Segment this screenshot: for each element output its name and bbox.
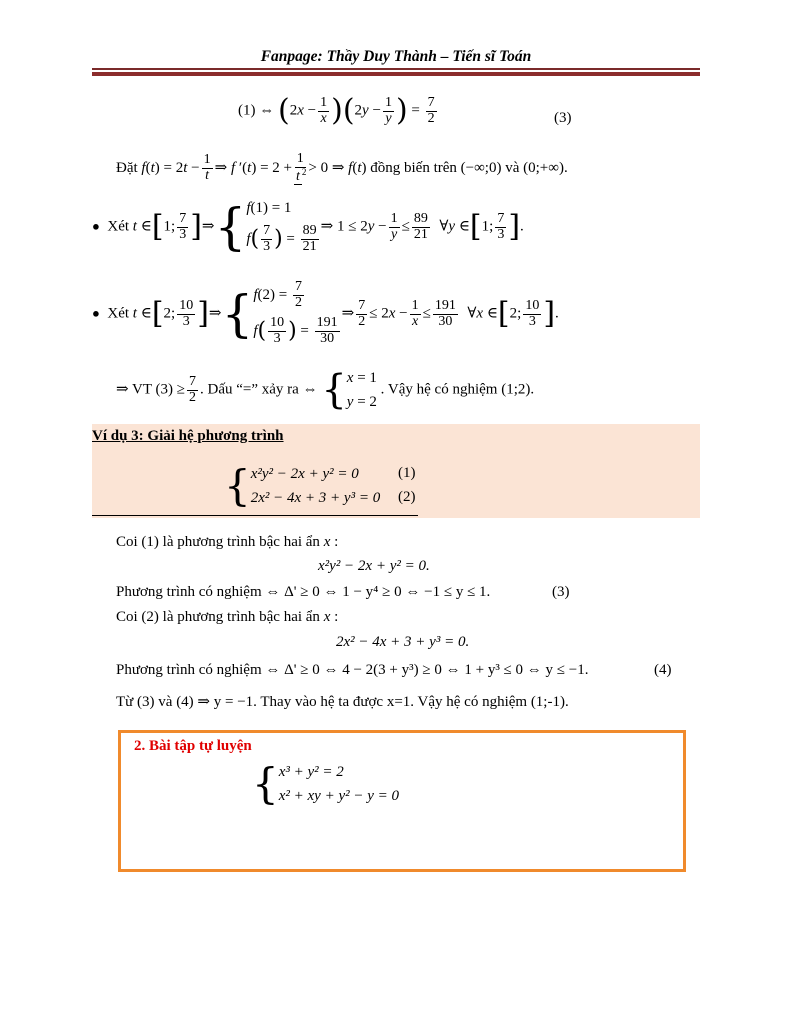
case-1: ● Xét t ∈[1; $\frac{7}{3}$ ]⇒{ f(1) = 1 f( $\frac{7}{3}$ ) = $\frac{89}{21}$ ⇒ 1 ≤ 2y − $\frac{1}{y}$ ≤ $\frac{89}{21}$ ∀y ∈[1; $\frac{7}{3}$ ]. <box>92 198 524 256</box>
conclusion-vt: ⇒ VT (3) ≥ <box>116 381 185 398</box>
solution-line-1-text: Coi (1) là phương trình bậc hai ẩn <box>116 534 320 550</box>
header-rule-thick <box>92 72 700 76</box>
ex3-eq2-tag: (2) <box>398 489 416 505</box>
solution-line-1-var: x <box>323 534 331 550</box>
conclusion-mid: . Dấu “=” xảy ra ⇔ <box>200 381 318 398</box>
dat-label: Đặt <box>116 159 138 176</box>
example-3-title: Ví dụ 3: Giải hệ phương trình <box>92 428 284 444</box>
solution-eq-a: x²y² − 2x + y² = 0. <box>318 558 430 574</box>
solution-line-4-tag: (4) <box>654 662 672 678</box>
exercise-eq1: x³ + y² = 2 <box>278 764 344 780</box>
dat-suffix: đồng biến trên (−∞;0) và (0;+∞). <box>370 159 568 176</box>
example-3-system: { x²y² − 2x + y² = 0 2x² − 4x + 3 + y³ = 0 <box>224 461 381 510</box>
solution-eq-b: 2x² − 4x + 3 + y³ = 0. <box>336 634 470 650</box>
ex3-eq1-tag: (1) <box>398 465 416 481</box>
solution-line-4: Phương trình có nghiệm ⇔ Δ' ≥ 0 ⇔ 4 − 2(3 + y³) ≥ 0 ⇔ 1 + y³ ≤ 0 ⇔ y ≤ −1. <box>116 662 589 678</box>
ex3-eq1: x²y² − 2x + y² = 0 <box>250 466 359 482</box>
solution-line-1 <box>116 534 338 551</box>
substitution-line: Đặt f(t) = 2t − $\frac{1}{t}$ ⇒ f ′(t) = 2 + $\frac{1}{t ^2}$ > 0 ⇒ f(t) đồng biến trên (−∞;0) và (0;+∞). <box>116 151 568 185</box>
equation-1-transformed: (1) ⇔ (2x − $\frac{1}{x}$ )(2y − $\frac{1}{y}$ ) = $\frac{7}{2}$ <box>238 93 435 129</box>
xet-label-1: Xét <box>107 218 130 235</box>
example-3-underline <box>92 515 418 516</box>
exercise-title: 2. Bài tập tự luyện <box>134 738 252 754</box>
page-header: Fanpage: Thầy Duy Thành – Tiến sĩ Toán <box>260 48 532 65</box>
eq1-tag: (3) <box>554 110 572 126</box>
ex3-eq2: 2x² − 4x + 3 + y³ = 0 <box>250 490 381 506</box>
solution-line-2-tag: (3) <box>552 584 570 600</box>
exercise-system: { x³ + y² = 2 x² + xy + y² − y = 0 <box>252 759 400 808</box>
solution-line-2: Phương trình có nghiệm ⇔ Δ' ≥ 0 ⇔ 1 − y⁴ ≥ 0 ⇔ −1 ≤ y ≤ 1. <box>116 584 491 600</box>
conclusion-line: ⇒ VT (3) ≥ $\frac{7}{2}$ . Dấu “=” xảy ra ⇔ { x = 1 y = 2 . Vậy hệ có nghiệm (1;2). <box>116 367 535 413</box>
solution-line-5: Từ (3) và (4) ⇒ y = −1. Thay vào hệ ta được x=1. Vậy hệ có nghiệm (1;-1). <box>116 694 569 710</box>
solution-line-1-colon: : <box>334 534 339 550</box>
header-rule-thin <box>92 68 700 70</box>
solution-line-3-text: Coi (2) là phương trình bậc hai ẩn <box>116 609 320 625</box>
xet-label-2: Xét <box>107 305 130 322</box>
solution-line-3-colon: : <box>334 609 339 625</box>
exercise-eq2: x² + xy + y² − y = 0 <box>278 788 400 804</box>
solution-line-3 <box>116 609 338 626</box>
solution-line-3-var: x <box>323 609 331 625</box>
conclusion-end: . Vậy hệ có nghiệm (1;2). <box>380 381 535 398</box>
eq1-prefix: (1) ⇔ <box>238 102 275 119</box>
case-2: ● Xét t ∈[2; $\frac{10}{3}$ ]⇒{ f(2) = $\frac{7}{2}$ f( $\frac{10}{3}$ ) = $\frac{191}{30}$ ⇒ $\frac{7}{2}$ ≤ 2x − $\frac{1}{x}$ ≤ $\frac{191}{30}$ ∀x ∈[2; $\frac{10}{3}$ ]. <box>92 279 559 347</box>
